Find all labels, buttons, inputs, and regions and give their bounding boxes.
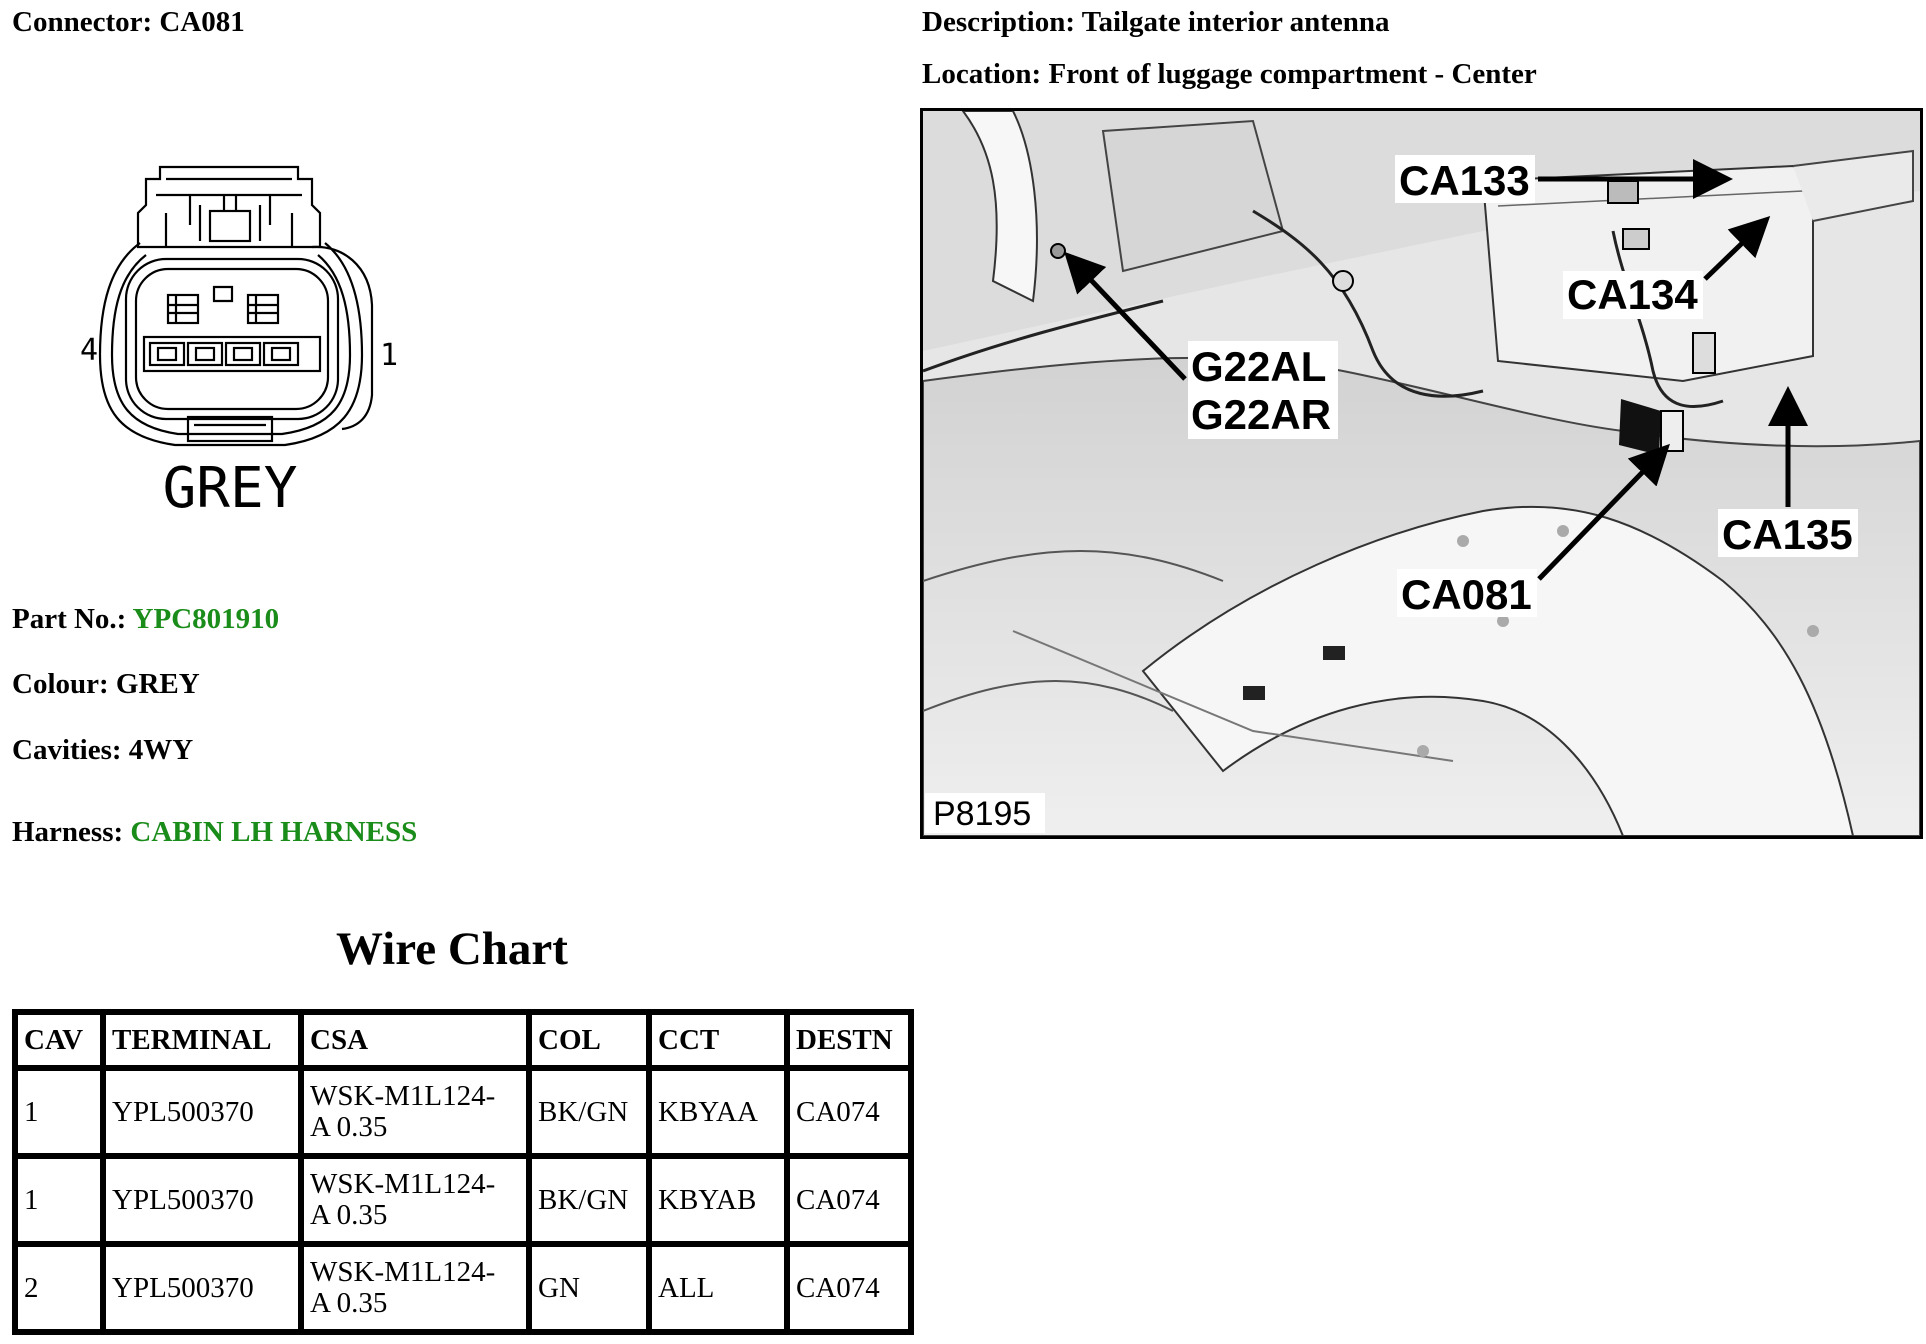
- location-value: Front of luggage compartment - Center: [1048, 58, 1537, 90]
- callout-ca081: CA081: [1401, 571, 1532, 618]
- connector-line: [12, 6, 245, 39]
- harness-label: Harness:: [12, 816, 124, 848]
- callout-g22al: G22AL: [1191, 343, 1327, 390]
- cell-destn: CA074: [787, 1068, 911, 1156]
- cell-cct: ALL: [649, 1244, 787, 1332]
- cell-terminal: YPL500370: [103, 1068, 301, 1156]
- csa-line-1: WSK-M1L124-: [310, 1080, 496, 1112]
- cell-col: BK/GN: [529, 1156, 649, 1244]
- cell-terminal: YPL500370: [103, 1156, 301, 1244]
- cell-csa: [301, 1244, 529, 1332]
- luggage-compartment-illustration: [923, 111, 1920, 836]
- header-cct: CCT: [649, 1012, 787, 1068]
- callout-ca135: CA135: [1722, 511, 1853, 558]
- part-no-label: Part No.:: [12, 603, 127, 635]
- cavities-value: 4WY: [128, 734, 194, 766]
- wire-chart-title: Wire Chart: [336, 923, 568, 975]
- harness-link[interactable]: CABIN LH HARNESS: [130, 816, 418, 848]
- header-cav: CAV: [15, 1012, 103, 1068]
- cavities-line: [12, 734, 193, 767]
- cell-terminal: YPL500370: [103, 1244, 301, 1332]
- colour-value: GREY: [115, 668, 200, 700]
- cell-destn: CA074: [787, 1156, 911, 1244]
- csa-line-2: A 0.35: [310, 1199, 388, 1231]
- drawing-colour-label: GREY: [162, 456, 298, 521]
- callout-ca133: CA133: [1399, 157, 1530, 204]
- cell-cct: KBYAB: [649, 1156, 787, 1244]
- header-col: COL: [529, 1012, 649, 1068]
- colour-line: [12, 668, 200, 701]
- cell-col: GN: [529, 1244, 649, 1332]
- header-terminal: TERMINAL: [103, 1012, 301, 1068]
- connector-label: Connector:: [12, 6, 153, 38]
- callout-g22ar: G22AR: [1191, 391, 1332, 438]
- location-photo: [920, 108, 1923, 839]
- pin-1-label: 1: [380, 338, 399, 373]
- csa-line-2: A 0.35: [310, 1111, 388, 1143]
- header-destn: DESTN: [787, 1012, 911, 1068]
- cell-cav: 2: [15, 1244, 103, 1332]
- table-row: [15, 1068, 911, 1156]
- csa-line-1: WSK-M1L124-: [310, 1256, 496, 1288]
- connector-face-drawing: [80, 155, 440, 540]
- cell-csa: [301, 1068, 529, 1156]
- wire-chart-table: [12, 1009, 914, 1335]
- table-header-row: [15, 1012, 911, 1068]
- colour-label: Colour:: [12, 668, 109, 700]
- description-line: [922, 6, 1390, 39]
- table-row: [15, 1156, 911, 1244]
- header-csa: CSA: [301, 1012, 529, 1068]
- csa-line-2: A 0.35: [310, 1287, 388, 1319]
- table-row: [15, 1244, 911, 1332]
- description-value: Tailgate interior antenna: [1081, 6, 1390, 38]
- part-no-line: [12, 603, 279, 636]
- part-no-link[interactable]: YPC801910: [132, 603, 280, 635]
- cell-cct: KBYAA: [649, 1068, 787, 1156]
- callout-ca134: CA134: [1567, 271, 1698, 318]
- connector-value: CA081: [159, 6, 245, 38]
- description-label: Description:: [922, 6, 1076, 38]
- photo-reference: P8195: [933, 795, 1032, 833]
- cell-cav: 1: [15, 1156, 103, 1244]
- location-label: Location:: [922, 58, 1042, 90]
- cell-csa: [301, 1156, 529, 1244]
- cell-destn: CA074: [787, 1244, 911, 1332]
- cell-col: BK/GN: [529, 1068, 649, 1156]
- pin-4-label: 4: [80, 333, 99, 368]
- location-line: [922, 58, 1537, 91]
- harness-line: [12, 816, 417, 849]
- cavities-label: Cavities:: [12, 734, 122, 766]
- cell-cav: 1: [15, 1068, 103, 1156]
- csa-line-1: WSK-M1L124-: [310, 1168, 496, 1200]
